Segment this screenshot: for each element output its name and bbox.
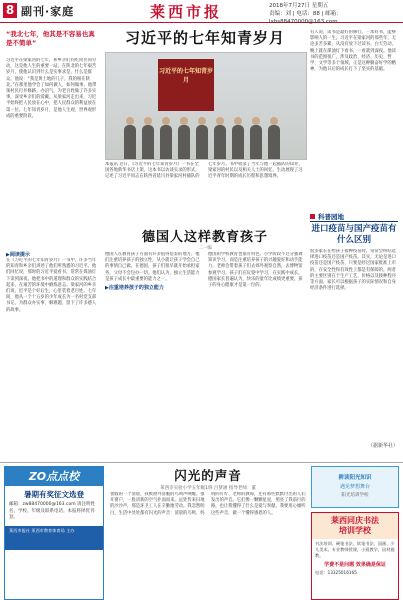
article-paragraph: 德国人在教育孩子方面有许多值得借鉴的地方。他们注重培养孩子的独立性，从小就让孩子学会自己的事情自己做。在德国，孩子们很早就开始承担家务，父母不会包办一切。他们认为，独立生活能力是孩子成长中最重要的能力之一。 <box>105 252 200 282</box>
person-figure <box>232 125 244 159</box>
ad-line-3: 阳光培训学校 <box>341 493 369 498</box>
vaccine-article-title: 进口疫苗与国产疫苗有什么区别 <box>311 224 397 245</box>
vaccine-article-body: 很多家长在给孩子接种疫苗时，常常会纠结选择进口疫苗还是国产疫苗。其实，无论是进口疫苗还是国产疫苗，只要是经过国家批准上市的，在安全性和有效性上都是有保障的。两者的主要区别在于生产工艺、价格以及接种程序等方面。家长可以根据孩子的实际情况和自身经济条件进行选择。 <box>310 249 396 292</box>
vaccine-article-source: （据新华社） <box>367 443 398 449</box>
right-body-1: 有人说，读书是最好的修行。一本好书，能够影响人的一生。习近平在梁家河的那些年，无论多苦多累，从没有放下过读书。白天劳动，晚上就在煤油灯下看书，一看就到深夜。他读书的范围很广，涉及政治、经济、历史、哲学、文学等多个领域。正是这种勤奋好学的精神，为他日后的成长打下了坚实的基础。 <box>310 30 396 73</box>
newspaper-brand: 莱西市报 <box>150 3 223 21</box>
ad-footer-bar: 莱西市报社 莱西市教育体育局 主办 <box>5 526 103 550</box>
article-paragraph: 德国的学校教育也很有特色。小学阶段不过分强调知识学习，而是注重培养孩子的兴趣爱好和动手能力。老师会带着孩子们去郊外观察自然，去博物馆参观学习。孩子们在玩耍中学习，在实践中成长。德国家长普遍认为，快乐的童年比成绩更重要，孩子的身心健康才是第一位的。 <box>208 252 303 289</box>
article-author: 二一编 <box>198 246 212 251</box>
ad-heading-2: 培训学校 <box>312 526 398 539</box>
left-headline: “我北七年，他其是不容易也真是不简单” <box>6 30 95 47</box>
left-body-2: 在《习近平的七年知青岁月》一书中，许多当年的知青和乡亲们讲述了他们所熟悉的习近平。他们回忆说，那时的习近平爱看书，常常在煤油灯下读到深夜。他把书中的道理和群众的实践结合起来，在艰苦的环境中磨炼意志。梁家河的乡亲们说，近平是个好后生，心里装着老百姓。七年间，他从一个十五岁的少年成长为一名村党支部书记，为群众办实事、解难题，留下了许多感人的故事。 <box>6 258 97 313</box>
date-line: 2018年7月27日 星期五 <box>269 3 329 9</box>
page-number: 8 <box>3 3 17 18</box>
tag-square-icon <box>310 214 315 219</box>
story-byline: 莱西市实验小学五年级1班 吕梦涵 指导老师：董 <box>160 486 256 491</box>
section-title: 副刊·家庭 <box>21 5 75 18</box>
section-divider <box>0 462 403 463</box>
left-body-1: 习近平在梁家河的七年，和乡亲们同吃同住同劳动，这是他人生的重要一站。在陕北的七年艰苦岁月，使他认识到什么是实事求是，什么是群众。他说：“我是黄土地的儿子，我的根在陕北。”在那里他学会了如何做人、如何做事。他带领村民打井修路、办沼气，为老百姓做了许多实事，深受乡亲们的爱戴。从梁家河走出来，习近平始终把人民放在心中，把人民群众的利益放在第一位。七年知青岁月，是他人生观、世界观形成的重要阶段。 <box>6 58 97 119</box>
ad-line-2: 遇见梦想舞台 <box>339 484 370 490</box>
person-figure <box>160 125 172 159</box>
ad-body: 书法培训、硬笔书法、软笔书法、国画、少儿美术。专业教师授课，小班教学，因材施教。 <box>315 541 395 558</box>
feature-body-1: 本报讯 近日，《习近平的七年知青岁月》一书在全国各地新华书店上架。这本书以访谈实录的形式，记述了习近平同志在陕西省延川县梁家河村插队的七年岁月。书中收录了当年与他一起插队的知青、梁家河的村民以及相关人士的回忆，生动展现了习近平青年时期的成长历程和思想境界。 <box>105 162 303 180</box>
ad-promo: 学费不是问题 效果确是保证 <box>324 562 386 568</box>
masthead <box>0 0 403 23</box>
feature-photo <box>105 52 307 160</box>
article-body-germany <box>105 252 305 460</box>
section-tag-label: 科普园地 <box>318 213 344 221</box>
ad-line-1: 耕读阳光知识 <box>338 475 372 481</box>
person-figure <box>250 125 262 159</box>
ad-body: 邮箱：zw88470000@163.com 请注明姓名、学校、年级及联系电话。本报将择优刊登。 <box>9 502 96 520</box>
person-figure <box>268 125 280 159</box>
masthead-info <box>269 2 399 26</box>
training-school-ad <box>311 466 399 508</box>
story-title: 闪光的声音 <box>174 468 242 483</box>
ad-logo: ZO点点校 <box>5 467 103 486</box>
calligraphy-school-ad <box>311 512 399 600</box>
feature-title: 习近平的七年知青岁月 <box>124 29 285 47</box>
article-title-germany: 德国人这样教育孩子 <box>141 230 268 245</box>
person-figure <box>196 125 208 159</box>
person-figure <box>142 125 154 159</box>
person-figure <box>214 125 226 159</box>
ad-heading-1: 莱西同庆书法 <box>312 513 398 526</box>
group-photo-figures <box>106 115 306 159</box>
book-cover <box>158 59 214 111</box>
ad-title: 暑期有奖征文选登 <box>24 490 84 499</box>
essay-contest-ad <box>4 466 104 600</box>
person-figure <box>178 125 190 159</box>
section-tag-science <box>310 212 398 222</box>
book-cover-title: 习近平的七年知青岁月 <box>158 68 213 84</box>
ad-phone: 电话：13325016165 <box>315 570 357 575</box>
person-figure <box>124 125 136 159</box>
left-reading-guide: ▶阅读提示 <box>6 252 30 258</box>
article-inner-heading: ▶注重培养孩子的独立能力 <box>105 285 164 292</box>
story-body: 暑假的一个清晨，我被窗外清脆的鸟叫声唤醒。推开窗户，一股清新的空气扑面而来。远处传来扫地的沙沙声，那是环卫工人在辛勤地劳动。我忽然明白，生活中处处都有闪光的声音：清晨的鸟鸣、妈妈的叮咛、老师的教诲，还有那些默默付出的人们发出的声音。它们像一颗颗星星，照亮了我前行的路，也让我懂得了什么是爱与奉献。我要用心倾听这些声音，做一个懂得感恩的人。 <box>110 492 306 516</box>
editor-line: 责编：刘 | 电话：88 | 邮箱：lxbs88470000@163.com <box>269 11 342 25</box>
